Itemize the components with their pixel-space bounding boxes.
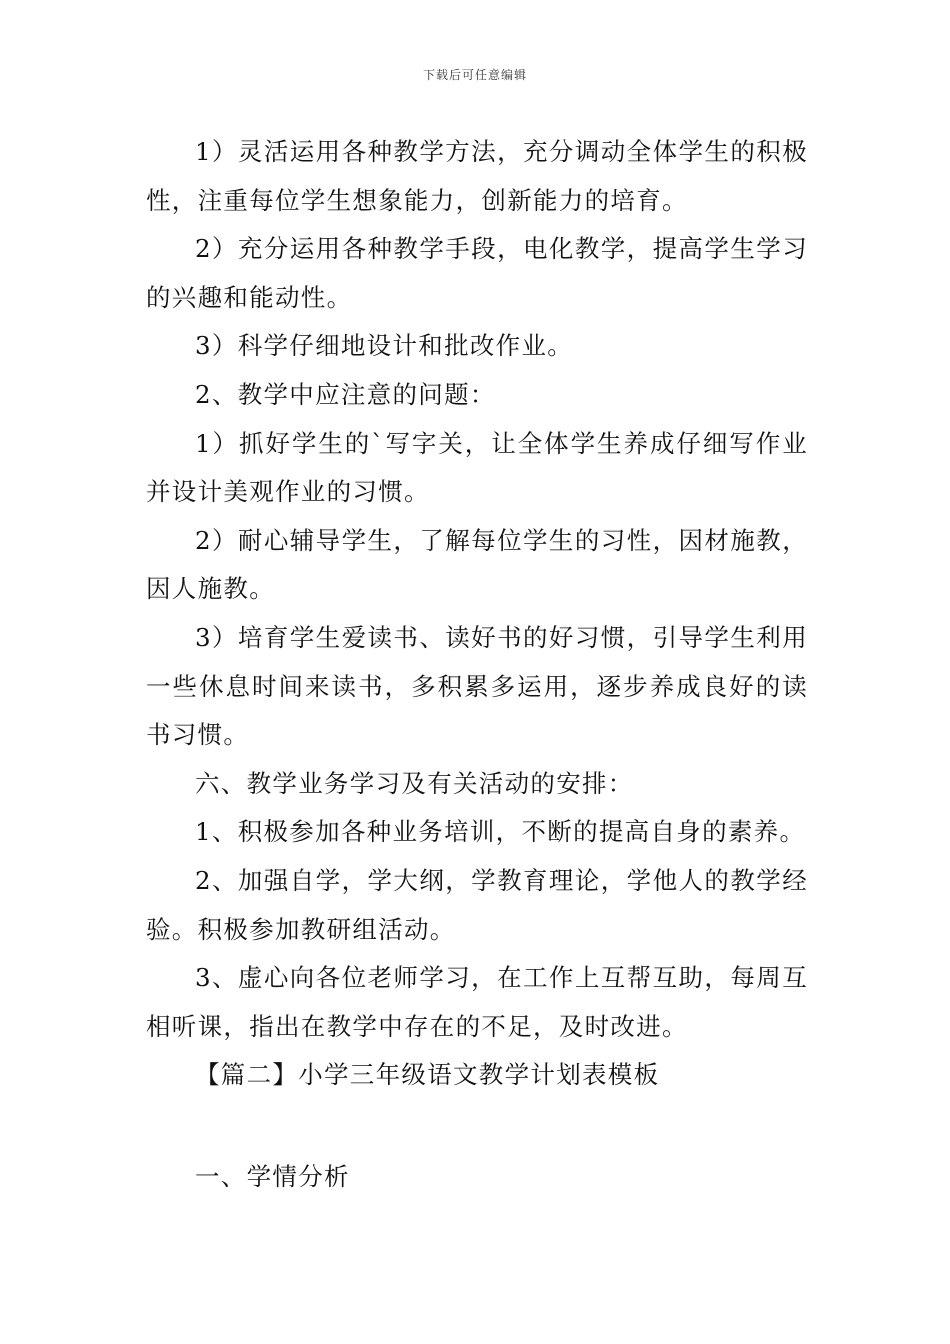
paragraph-activity-1: 1、积极参加各种业务培训，不断的提高自身的素养。	[195, 817, 806, 847]
section-heading-activities: 六、教学业务学习及有关活动的安排：	[195, 768, 634, 798]
paragraph-method-1: 1）灵活运用各种教学方法，充分调动全体学生的积极性，注重每位学生想象能力，创新能力的培育。	[146, 137, 808, 215]
header-note: 下载后可任意编辑	[422, 68, 527, 82]
section-heading-issues: 2、教学中应注意的问题：	[195, 379, 496, 409]
paragraph-method-3: 3）科学仔细地设计和批改作业。	[195, 331, 574, 361]
paragraph-method-2: 2）充分运用各种教学手段，电化教学，提高学生学习的兴趣和能动性。	[146, 234, 808, 312]
document-body	[146, 128, 808, 1201]
part-two-title: 【篇二】小学三年级语文教学计划表模板	[195, 1060, 660, 1090]
paragraph-issue-3: 3）培育学生爱读书、读好书的好习惯，引导学生利用一些休息时间来读书，多积累多运用，逐步养成良好的读书习惯。	[146, 622, 808, 750]
paragraph-activity-3: 3、虚心向各位老师学习，在工作上互帮互助，每周互相听课，指出在教学中存在的不足，及时改进。	[146, 963, 808, 1041]
paragraph-issue-1: 1）抓好学生的`写字关，让全体学生养成仔细写作业并设计美观作业的习惯。	[146, 428, 808, 507]
section-heading-student-analysis: 一、学情分析	[195, 1161, 350, 1191]
paragraph-activity-2: 2、加强自学，学大纲，学教育理论，学他人的教学经验。积极参加教研组活动。	[146, 865, 808, 944]
paragraph-issue-2: 2）耐心辅导学生，了解每位学生的习性，因材施教，因人施教。	[146, 525, 808, 604]
